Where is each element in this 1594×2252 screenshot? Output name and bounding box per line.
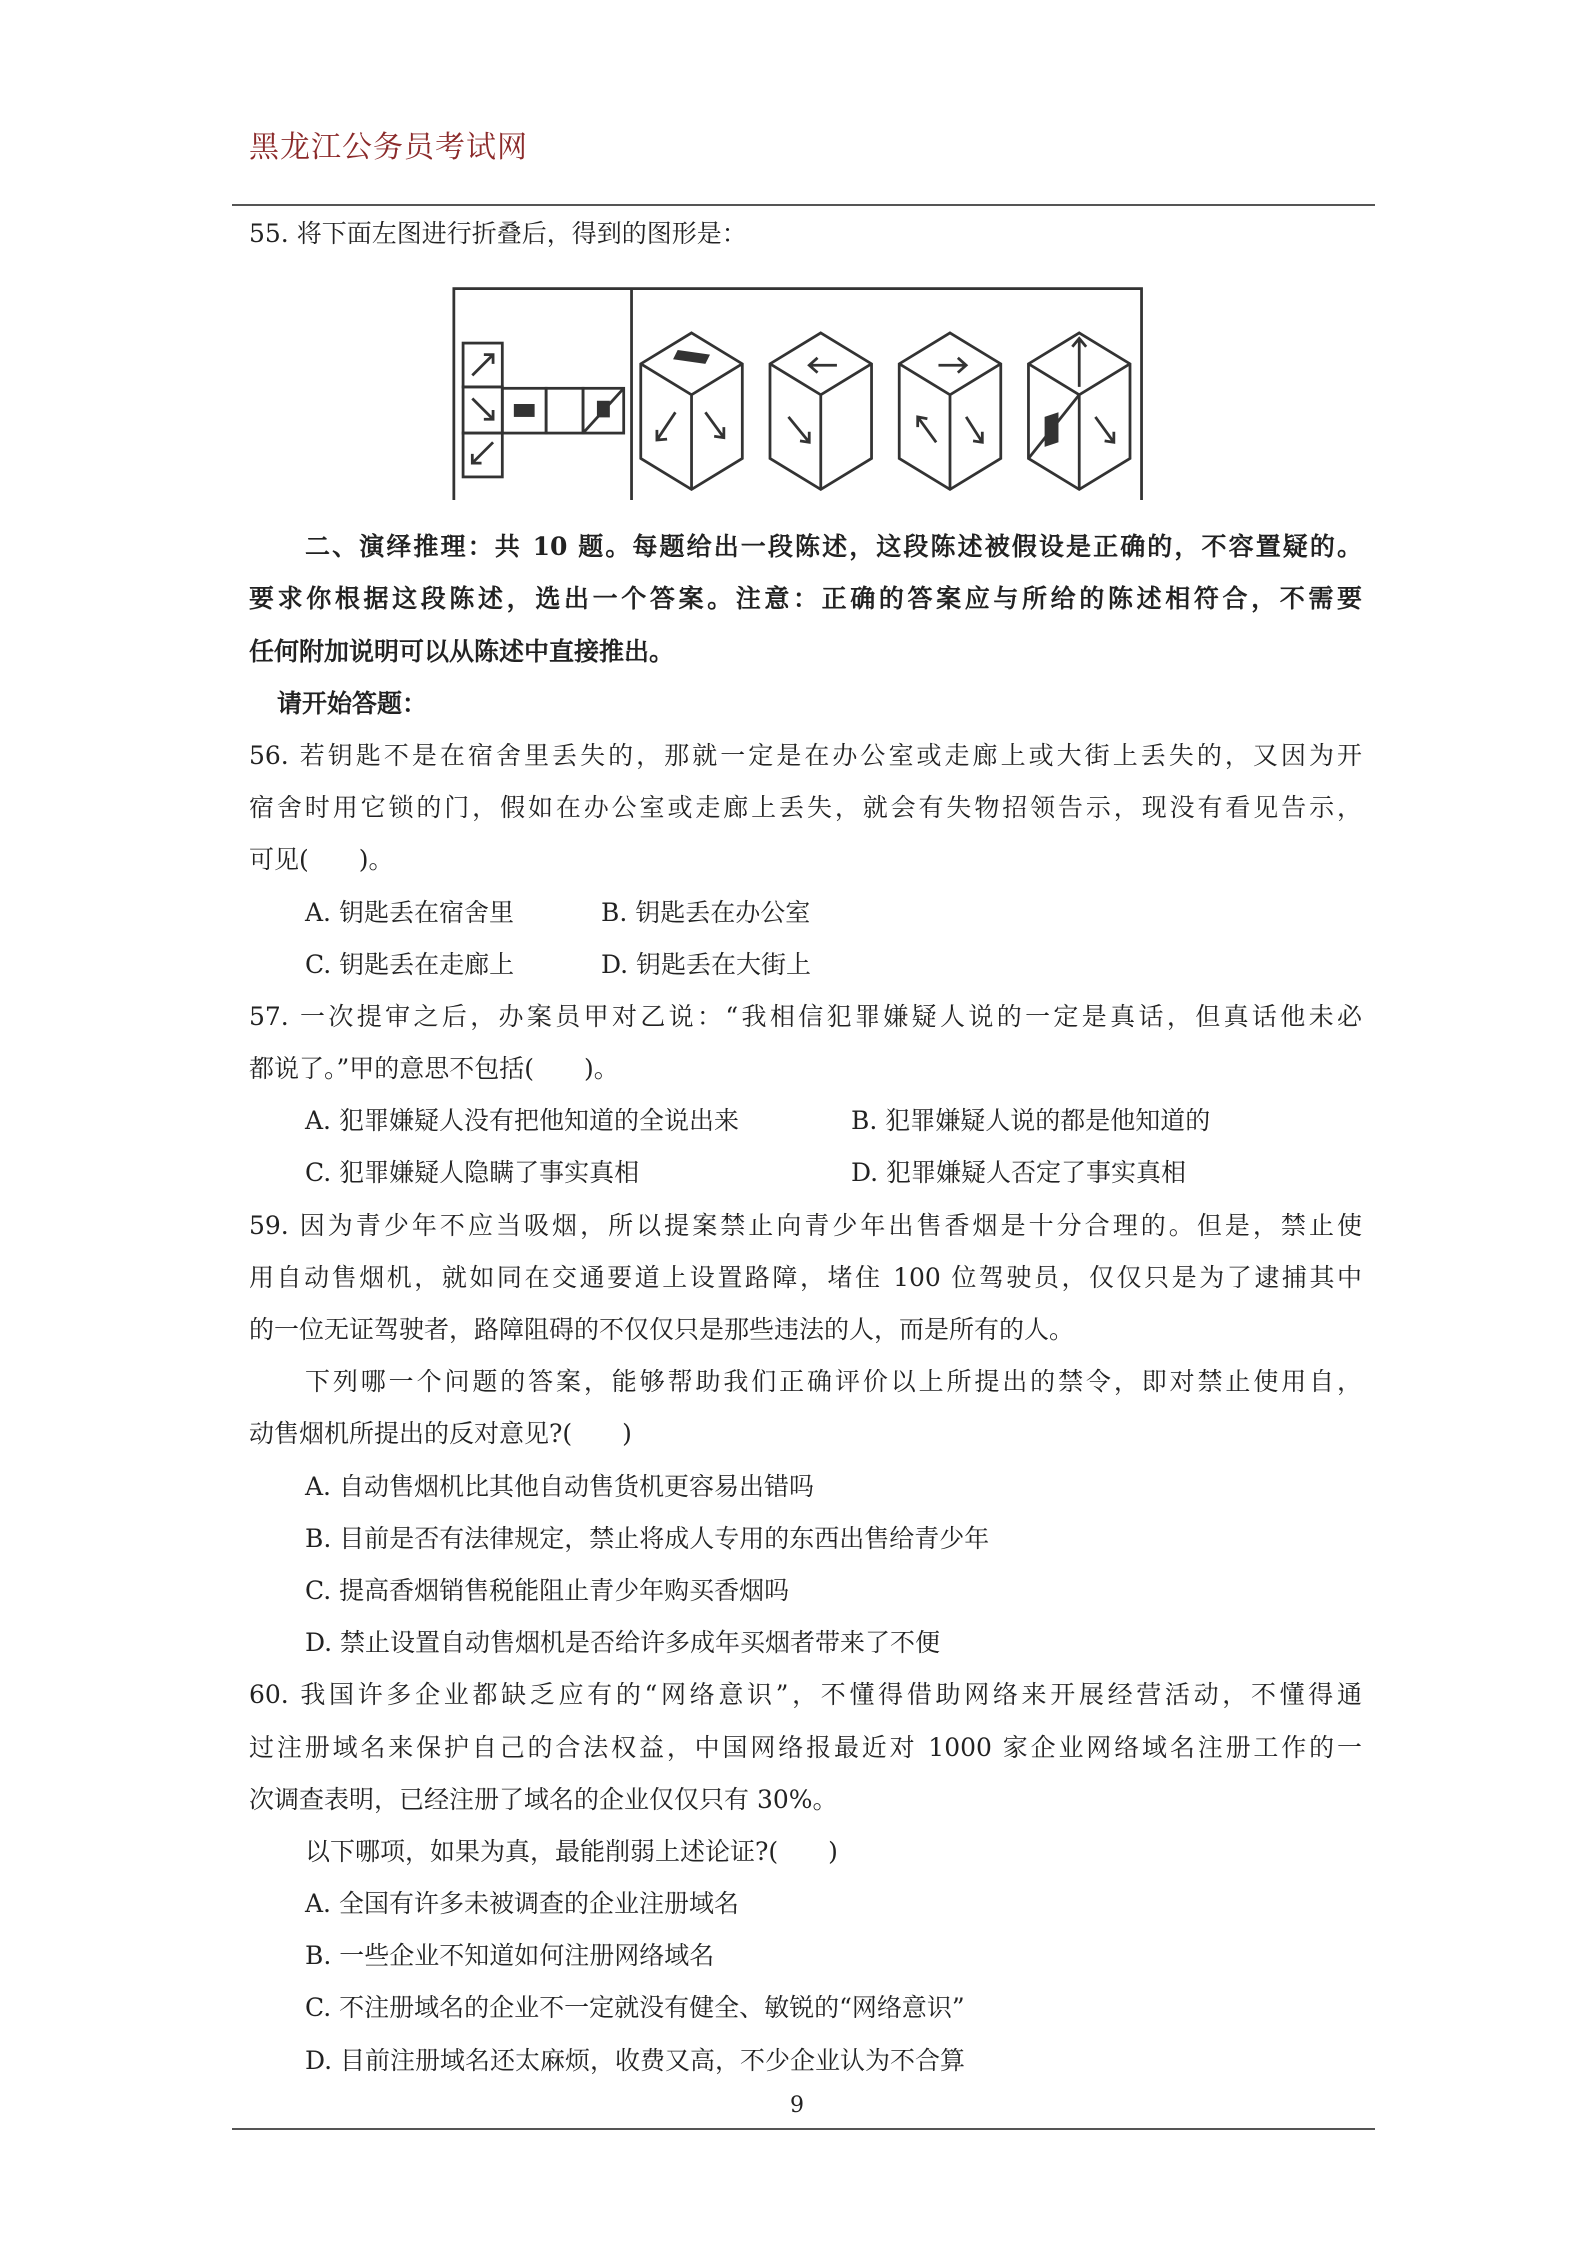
q60-option-a: A. 全国有许多未被调查的企业注册域名 [305, 1889, 739, 1919]
q60-line: 次调查表明，已经注册了域名的企业仅仅只有 30%。 [249, 1784, 838, 1814]
page-number: 9 [790, 2093, 804, 2118]
start-prompt: 请开始答题： [277, 688, 428, 718]
site-header: 黑龙江公务员考试网 [249, 130, 528, 165]
section-intro-line: 任何附加说明可以从陈述中直接推出。 [249, 636, 675, 666]
section-intro-line: 要求你根据这段陈述，选出一个答案。注意：正确的答案应与所给的陈述相符合，不需要 [249, 584, 1362, 614]
q57-option-c: C. 犯罪嫌疑人隐瞒了事实真相 [305, 1158, 640, 1188]
q59-line: 用自动售烟机，就如同在交通要道上设置路障，堵住 100 位驾驶员，仅仅只是为了逮捕其中 [249, 1262, 1362, 1292]
q60-option-c: C. 不注册域名的企业不一定就没有健全、敏锐的“网络意识” [305, 1993, 965, 2023]
q56-line: 宿舍时用它锁的门，假如在办公室或走廊上丢失，就会有失物招领告示，现没有看见告示， [249, 793, 1362, 823]
q57-option-a: A. 犯罪嫌疑人没有把他知道的全说出来 [305, 1106, 739, 1136]
q56-option-a: A. 钥匙丢在宿舍里 [305, 897, 514, 927]
q59-option-a: A. 自动售烟机比其他自动售货机更容易出错吗 [305, 1471, 814, 1501]
document-body [249, 208, 1362, 2087]
q59-option-c: C. 提高香烟销售税能阻止青少年购买香烟吗 [305, 1575, 790, 1605]
q55-text: 55. 将下面左图进行折叠后，得到的图形是： [249, 219, 747, 248]
q59-option-b: B. 目前是否有法律规定，禁止将成人专用的东西出售给青少年 [305, 1523, 990, 1553]
q56-option-c: C. 钥匙丢在走廊上 [305, 949, 515, 979]
q56-line: 56. 若钥匙不是在宿舍里丢失的，那就一定是在办公室或走廊上或大街上丢失的，又因为开 [249, 740, 1362, 770]
q60-line: 过注册域名来保护自己的合法权益，中国网络报最近对 1000 家企业网络域名注册工作的一 [249, 1732, 1362, 1762]
q59-option-d: D. 禁止设置自动售烟机是否给许多成年买烟者带来了不便 [305, 1628, 941, 1658]
q59-line: 的一位无证驾驶者，路障阻碍的不仅仅只是那些违法的人，而是所有的人。 [249, 1315, 1075, 1344]
q57-option-b: B. 犯罪嫌疑人说的都是他知道的 [851, 1106, 1211, 1136]
header-rule [232, 204, 1375, 206]
q57-option-d: D. 犯罪嫌疑人否定了事实真相 [851, 1158, 1187, 1188]
footer-rule [232, 2128, 1375, 2130]
q60-question: 以下哪项，如果为真，最能削弱上述论证?( ) [305, 1836, 838, 1866]
q60-option-b: B. 一些企业不知道如何注册网络域名 [305, 1941, 715, 1971]
q57-line: 都说了。”甲的意思不包括( )。 [249, 1054, 619, 1084]
q59-question-line: 下列哪一个问题的答案，能够帮助我们正确评价以上所提出的禁令，即对禁止使用自， [305, 1367, 1362, 1397]
q60-line: 60. 我国许多企业都缺乏应有的“网络意识”，不懂得借助网络来开展经营活动，不懂得通 [249, 1680, 1362, 1710]
q59-line: 59. 因为青少年不应当吸烟，所以提案禁止向青少年出售香烟是十分合理的。但是，禁止使 [249, 1210, 1362, 1240]
q56-line: 可见( )。 [249, 845, 394, 875]
q56-option-b: B. 钥匙丢在办公室 [601, 897, 811, 927]
q60-option-d: D. 目前注册域名还太麻烦，收费又高，不少企业认为不合算 [305, 2045, 966, 2075]
q59-question-line: 动售烟机所提出的反对意见?( ) [249, 1419, 632, 1449]
q56-option-d: D. 钥匙丢在大街上 [601, 949, 812, 979]
q57-line: 57. 一次提审之后，办案员甲对乙说：“我相信犯罪嫌疑人说的一定是真话，但真话他未必 [249, 1001, 1362, 1031]
section-intro-line: 二、演绎推理：共 10 题。每题给出一段陈述，这段陈述被假设是正确的，不容置疑的。 [305, 532, 1362, 562]
